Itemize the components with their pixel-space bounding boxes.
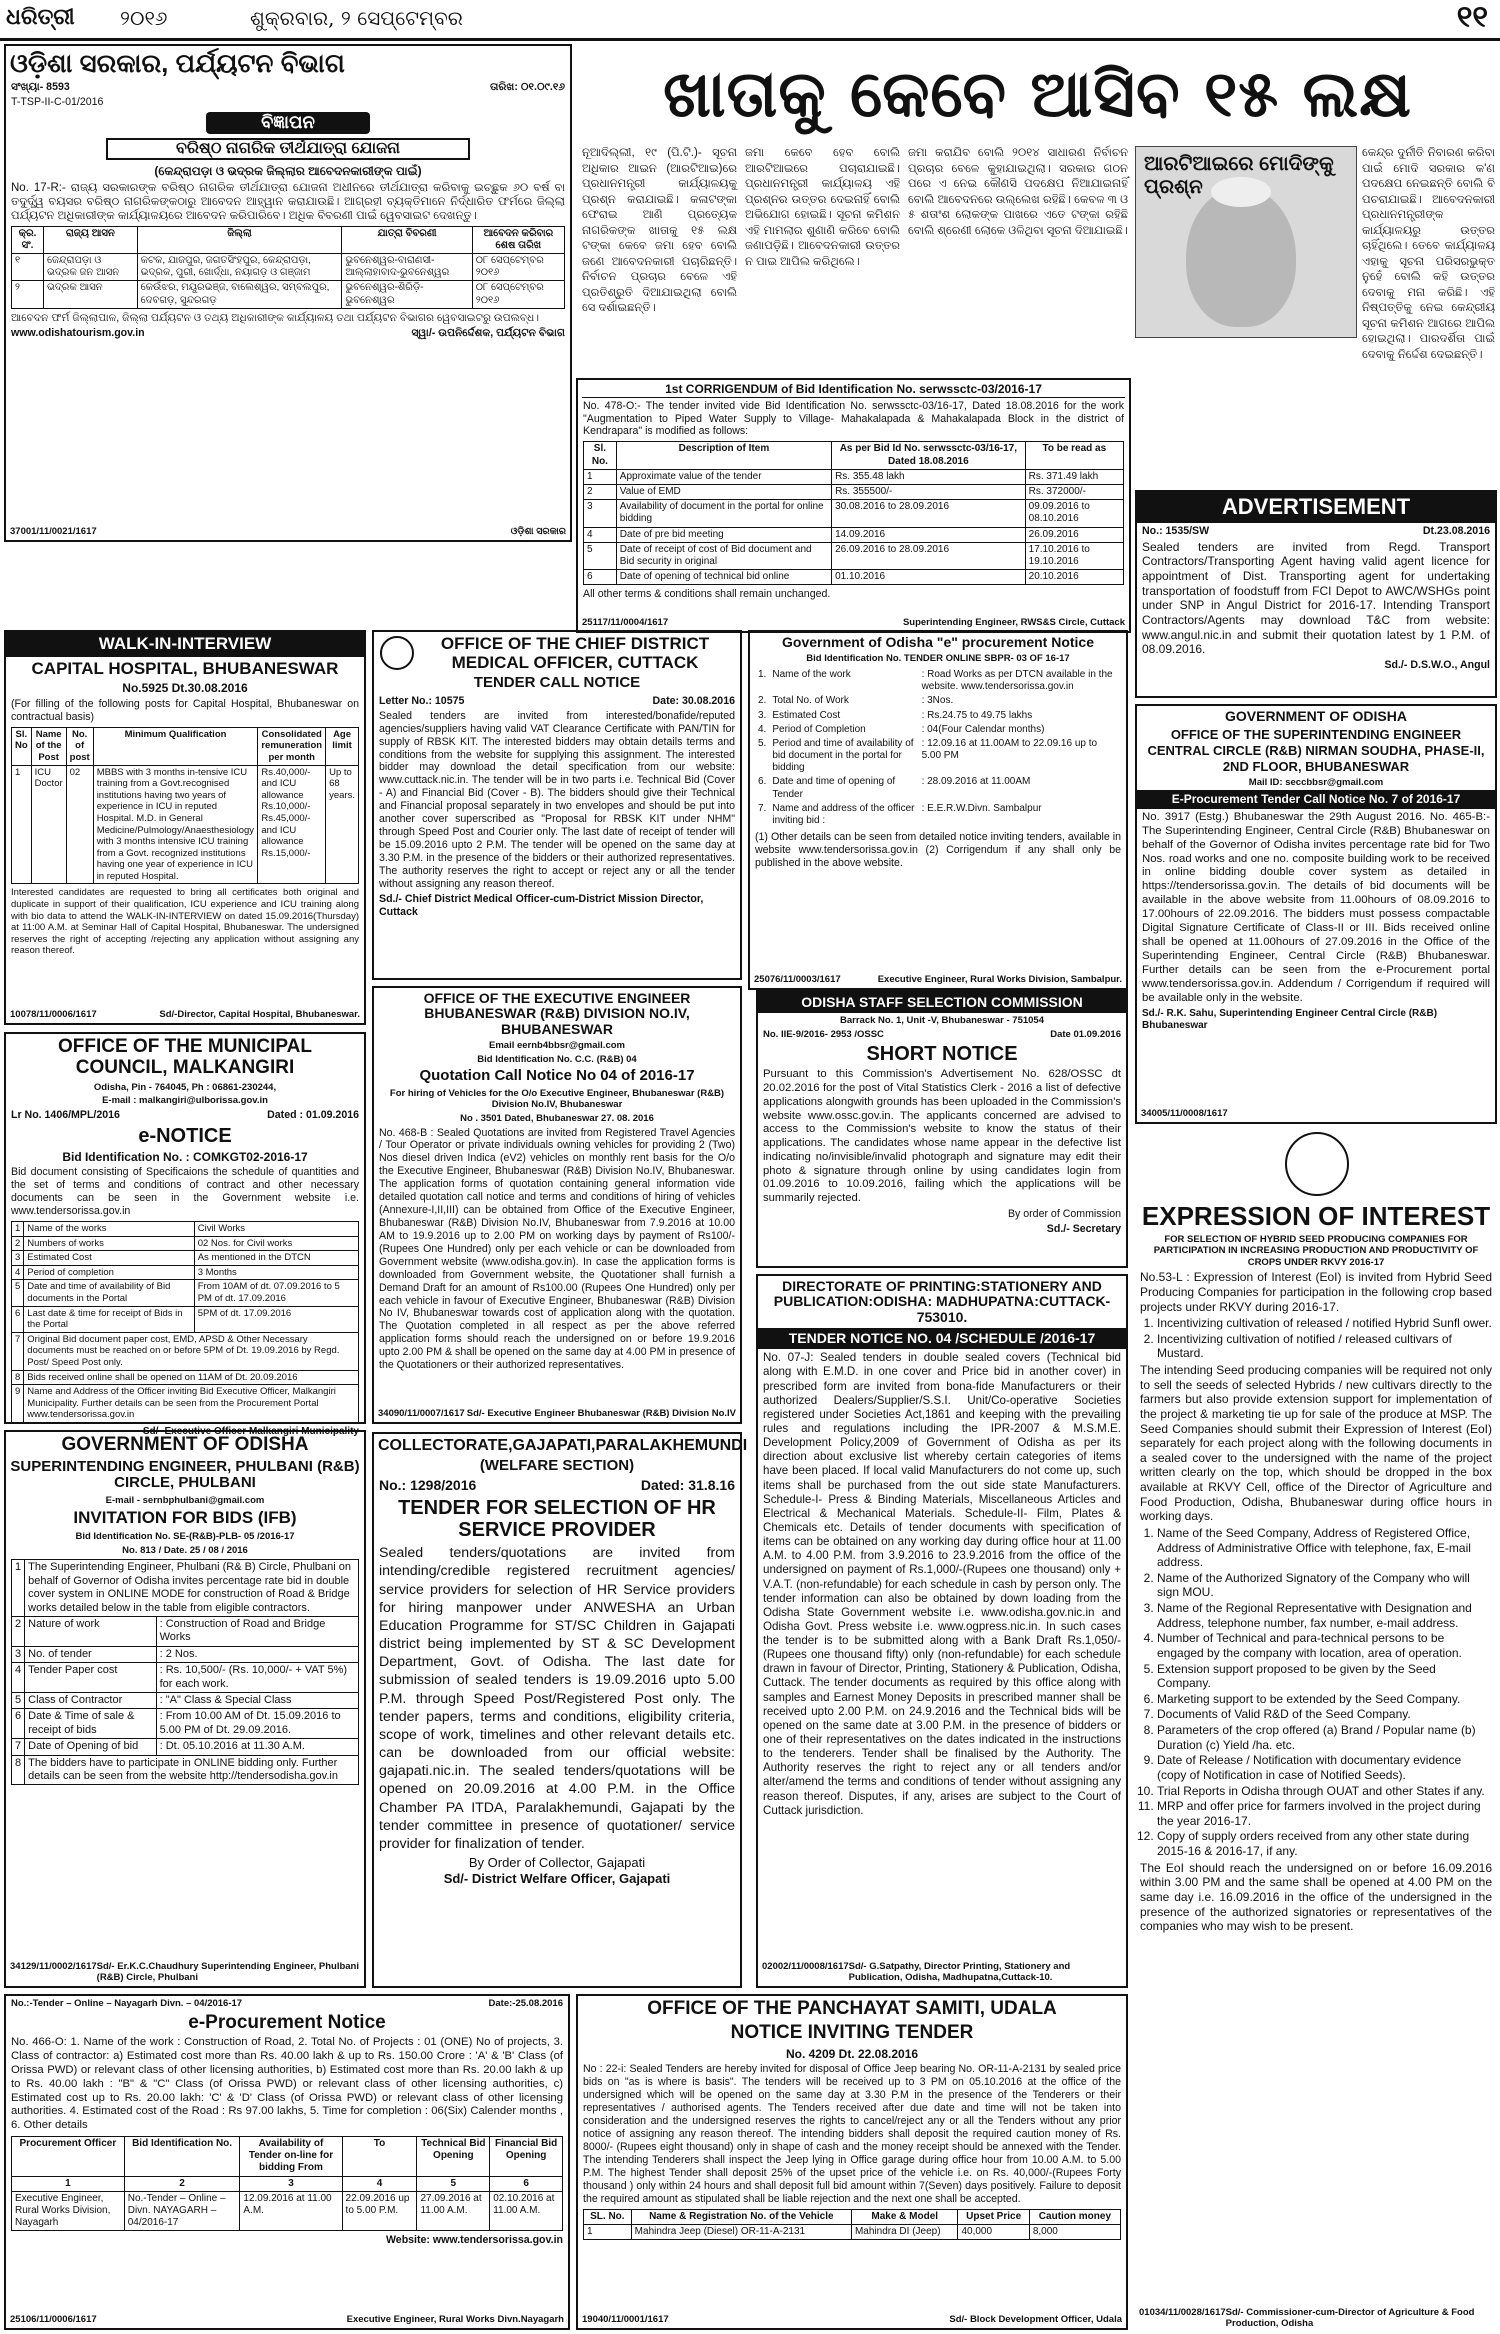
malkangiri-title: OFFICE OF THE MUNICIPAL COUNCIL, MALKANGIRI [57, 1036, 313, 1078]
table-row: 5 Date and time of availability of Bid documents in the Portal From 10AM of dt. 07.09.2016 to 5 PM of dt. 17.09.2016 [12, 1280, 359, 1306]
tourism-sign: ସ୍ୱା/- ଉପନିର୍ଦ୍ଦେଶକ, ପର୍ଯ୍ୟଟନ ବିଭାଗ [411, 326, 565, 339]
paper-name: ଧରିତ୍ରୀ [6, 4, 75, 30]
ossc-short-notice: ODISHA STAFF SELECTION COMMISSION Barrack No. 1, Unit -V, Bhubaneswar - 751054 No. IIE-9/2016- 2953 /OSSC Date 01.09.2016 SHORT NOTICE Pursuant to this Commission's Advertisement No. 628/OSSC dt 20.02.2016 for the post of Vital Statistics Clerk - 2016 a list of defective applications alongwith grounds has been uploaded in the Commission's website www.ossc.gov.in. The applicants concerned are advised to access to the Commission's website to know the status of their applications. The candidates whose name appear in the defective list indicating no/invisible/invalid photograph and signature may edit their photo & signature through online by using candidates login from 01.09.2016 to 10.09.2016, failing which the applications will be summarily rejected. By order of Commission Sd./- Secretary [756, 990, 1128, 1268]
cdmo-body: Sealed tenders are invited from interested/bonafide/reputed agencies/suppliers having valid VAT Clearance Certificate with PAN/TIN for supply of RBSK KIT. The interested bidders may obtain details terms and conditions from the website for supplying this assignment. The interested bidder may download the detail specification from our website: www.cuttack.nic.in. The tender will be in two parts i.e. Technical Bid (Cover - A) and Financial Bid (Cover - B). The bidders should give their Technical and Financial proposal separately in two envelopes and should be put into another cover superscribed as "Proposal for RBSK KIT under NHM" through Speed Post and Courier only. The last date of receipt of tender will be 15.09.2016 upto 2 P.M. The tender will be opened on the same day at 3.30 P.M. in the presence of the bidders or their authorized representatives. The authority reserves the right to accept or reject any or all the tender without assigning any reason thereof. [379, 709, 735, 890]
list-item: 8. Parameters of the crop offered (a) Brand / Popular name (b) Duration (c) Yield /ha. etc. [1157, 1723, 1492, 1752]
nayagarh-eprocurement-ad: No.:-Tender – Online – Nayagarh Divn. – 04/2016-17 Date:-25.08.2016 e-Procurement Notice No. 466-O: 1. Name of the work : Construction of Road, 2. Total No. of Projects : 01 (ONE) No of projects, 3. Class of contractor: a) Estimated cost more than Rs. 40.00 lakh & up to Rs. 150.00 Crore : 'A' & 'B' Class (of Orissa PWD) or relevant class of other licensing authorities, b) Estimated cost more than Rs. 20.00 lakh & up to Rs. 40.00 lakh : "B" & "C" Class (of Orissa PWD) or relevant class of other licensing authorities, c) Estimated cost up to Rs. 20.00 lakh: 'C' & 'D' Class (of Orissa PWD) or relevant class of other licensing authorities. 4. Estimated cost of the Road : Rs 97.00 lakhs, 5. Time for completion : 06(Six) Calender months , 6. Other details Procurement Officer Bid Identification No. Availability of Tender on-line for bidding From To Technical Bid Opening Financial Bid Opening 1 2 3 4 5 6 Executive Engineer, Rural Works Division, Nayagarh No.-Tender – Online – Divn. NAYAGARH – 04/2016-17 12.09.2016 at 11.00 A.M. 22.09.2016 up to 5.00 P.M. 27.09.2016 at 11.00 A.M. 02.10.2016 at 11.00 A.M. Website: www.tendersorissa.gov.in 25106/11/0006/1617 Executive Engineer, Rural Works Divn.Nayagarh [4, 1994, 570, 2330]
govt-emblem-icon [380, 636, 414, 670]
list-item: 7. Documents of Valid R&D of the Seed Company. [1157, 1707, 1492, 1722]
tourism-note: ଆବେଦନ ଫର୍ମ ଜିଲ୍ଲାପାଳ, ଜିଲ୍ଲା ପର୍ଯ୍ୟଟନ ଓ ତଥ୍ୟ ଅଧିକାରୀଙ୍କ କାର୍ଯ୍ୟାଳୟ ତଥା ପର୍ଯ୍ୟଟନ ବିଭାଗର ୱେବସାଇଟରୁ ଉପଲବ୍ଧ। [11, 311, 540, 324]
tourism-ad [4, 44, 572, 542]
rnb-central-title: OFFICE OF THE SUPERINTENDING ENGINEER CENTRAL CIRCLE (R&B) NIRMAN SOUDHA, PHASE-II, 2ND FLOOR, BHUBANESWAR [1147, 727, 1485, 774]
table-row: 4 Period of completion 3 Months [12, 1265, 359, 1280]
ad-code: 02002/11/0008/1617 [762, 1960, 849, 1972]
table-row: 2 Nature of work : Construction of Road and Bridge Works [12, 1616, 359, 1646]
phulbani-table [11, 1559, 359, 1785]
list-item: 5. Extension support proposed to be given by the Seed Company. [1157, 1662, 1492, 1691]
gajapati-body: Sealed tenders/quotations are invited from intending/credible registered recruitment agencies/ service providers for selection of HR Service providers for hiring manpower under ANWESHA an Urban Education Programme for ST/SC Children in Gajapati district being implemented by ST & SC Development Department, Govt. of Odisha. The last date for submission of sealed tenders is 19.09.2016 upto 5.00 P.M. through Speed Post/Registered Post only. The tender papers, terms and conditions, eligibility criteria, scope of work, timelines and other relevant details etc. can be downloaded from our official website: gajapati.nic.in. The sealed tenders/quotations will be opened on 20.09.2016 at 4.00 P.M. in the Office Chamber PA ITDA, Paralakhemundi, Gajapati by the tender committee in presence of quotationer/ service provider for finalization of tender. [379, 1545, 735, 1852]
ad-code: 34090/11/0007/1617 [378, 1408, 465, 1420]
story-col2: ଜମା କେବେ ହେବ ବୋଲି ଆରଟିଆଇରେ ପଚାରାଯାଇଛି। ପ୍ରଧାନମନ୍ତ୍ରୀ କାର୍ଯ୍ୟାଳୟ ଏହି ପ୍ରଶ୍ନର ଉତ୍ତର ଦେଇନାହିଁ ବୋଲି ଅଭିଯୋଗ ହୋଇଛି। ସୂଚନା କମିଶନ ଏହି ମାମଲାର ଶୁଣାଣି କରିବେ ବୋଲି ଜଣାପଡ଼ିଛି। ଆବେଦନକାରୀ ଉତ୍ତର ନ ପାଇ ଆପିଲ କରିଥିଲେ। [745, 147, 900, 268]
table-row: 1. Name of the work : Road Works as per DTCN available in the website. www.tendersorissa.gov.in [758, 668, 1113, 693]
table-row: 7. Name and address of the officer inviting bid : : E.E.R.W.Divn. Sambalpur [758, 802, 1042, 827]
tourism-website[interactable]: www.odishatourism.gov.in [11, 326, 145, 339]
ad-code: 19040/11/0001/1617 [582, 2314, 669, 2326]
table-row: 3 Availability of document in the portal for online bidding 30.08.2016 to 28.09.2016 09.09.2016 to 08.10.2016 [584, 500, 1124, 527]
udala-sign: Sd/- Block Development Officer, Udala [949, 2314, 1122, 2326]
sbpr-notes: (1) Other details can be seen from detailed notice inviting tenders, available in website www.tendersorissa.gov.in (2) Corrigendum if any shall only be published in the above website. [755, 831, 1121, 870]
table-row: 4 Tender Paper cost : Rs. 10,500/- (Rs. 10,000/- + VAT 5%) for each work. [12, 1663, 359, 1693]
rwss-table: Sl. No. Description of Item As per Bid Id No. serwssctc-03/16-17, Dated 18.08.2016 To be read as 1 Approximate value of the tender Rs. 355.48 lakh Rs. 371.49 lakh 2 Value of EMD Rs. 355500/- Rs. 372000/- 3 Availability of document in the portal for online bidding 30.08.2016 to 28.09.2016 09.09.2016 to 08.10.2016 4 Date of pre bid meeting 14.09.2016 26.09.2016 5 Date of receipt of cost of Bid document and Bid security in original 26.09.2016 to 28.09.2016 17.10.2016 to 19.10.2016 6 Date of opening of technical bid online 01.10.2016 20.10.2016 [583, 441, 1124, 585]
ad-code: 25106/11/0006/1617 [10, 2314, 97, 2326]
capital-hospital-ad: WALK-IN-INTERVIEW CAPITAL HOSPITAL, BHUBANESWAR No.5925 Dt.30.08.2016 (For filling of the following posts for Capital Hospital, Bhubaneswar on contractual basis) Sl. No Name of the Post No. of post Minimum Qualification Consolidated remuneration per month Age limit 1 ICU Doctor 02 MBBS with 3 months in-tensive ICU training from a Govt.recognised institutions having two years of experience in ICU in reputed Hospital. M.D. in General Medicine/Pulmology/Anaesthesiology with 3 months intensive ICU training from a Govt. recognized institutions having one year of experience in ICU in reputed Hospital. Rs.40,000/- and ICU allowance Rs.10,000/- Rs.45,000/- and ICU allowance Rs.15,000/- Up to 68 years. Interested candidates are requested to bring all certificates both original and duplicate in support of their qualification, ICU experience and ICU training along with bio data to attend the WALK-IN-INTERVIEW on dated 15.09.2016(Thursday) at 11:00 A.M. at Seminar Hall of Capital Hospital, Bhubaneswar. The undersigned reserves the right of accepting /rejecting any application without assigning any reason thereof. 10078/11/0006/1617 Sd/-Director, Capital Hospital, Bhubaneswar. [4, 630, 366, 1025]
table-row: 2 Numbers of works 02 Nos. for Civil works [12, 1236, 359, 1251]
udala-tender-ad: OFFICE OF THE PANCHAYAT SAMITI, UDALA NOTICE INVITING TENDER No. 4209 Dt. 22.08.2016 No : 22-i: Sealed Tenders are hereby invited for disposal of Office Jeep bearing No. OR-11-A-2131 by sealed price bids on "as is where is basis". The tenders will be received up to 3 PM on 05.10.2016 at the office of the undersigned which will be opened on the same day at 3.30 P.M in the presence of the Tenderers or their representatives / authorised agents. The Tenders received after due date and time will not be taken into consideration and the undersigned reserves the rights to cancel/reject any or all the Tenders without any prior notice of assigning any reason thereof. The intending bidders shall deposit the required caution money of Rs. 8000/- (Rupees eight thousand) only in shape of cash and the money receipt should be annexed with the Tender. The intending Tenderers shall inspect the Jeep lying in Office garage during office hour from 10.00 A.M. to 5.00 P.M. The highest Tender shall deposit 25% of the upset price of the vehicle i.e. on Rs. 40,000/-(Rupees Forty thousand ) only within 24 hours and shall deposit full bid amount within 7(Seven) days positively. Failure to deposit the required amount as stipulated shall be liable rejection and the next one shall be accepted. SL. No. Name & Registration No. of the Vehicle Make & Model Upset Price Caution money 1 Mahindra Jeep (Diesel) OR-11-A-2131 Mahindra DI (Jeep) 40,000 8,000 19040/11/0001/1617 Sd/- Block Development Officer, Udala [576, 1994, 1128, 2330]
table-row: 5. Period and time of availability of bid document in the portal for bidding : 12.09.16 at 11.00AM to 22.09.16 up to 5.00 PM [758, 737, 1098, 774]
phulbani-title: SUPERINTENDING ENGINEER, PHULBANI (R&B) CIRCLE, PHULBANI [10, 1457, 360, 1492]
rwss-title: 1st CORRIGENDUM of Bid Identification No. serwssctc-03/2016-17 [582, 382, 1125, 398]
masthead-year: ୨୦୧୬ [120, 6, 168, 30]
table-row: 7 Date of Opening of bid : Dt. 05.10.2016 at 11.30 A.M. [12, 1739, 359, 1755]
malkangiri-sign: Sd/- Executive Officer Malkangiri Municipality [142, 1425, 359, 1437]
angul-body: Sealed tenders are invited from Regd. Transport Contractors/Transporting Agent having valid agent licence for appointment of Dist. Transporting agent for undertaking transportation of foodstuff from FCI Depot to AWC/WSHGs point under SNP in Angul District for 2016-17. Intending Transport Contractors/Agents may download T&C from website: www.angul.nic.in and submit their quotation latest by 1 P.M. of 08.09.2016. [1142, 539, 1490, 657]
ad-code: 37001/11/0021/1617 [10, 526, 97, 538]
cdmo-sign: Sd./- Chief District Medical Officer-cum-District Mission Director, Cuttack [379, 892, 704, 918]
rnb-bbsr-div4-ad: OFFICE OF THE EXECUTIVE ENGINEER BHUBANESWAR (R&B) DIVISION NO.IV, BHUBANESWAR Email eernb4bbsr@gmail.com Bid Identification No. C.C. (R&B) 04 Quotation Call Notice No 04 of 2016-17 For hiring of Vehicles for the O/o Executive Engineer, Bhubaneswar (R&B) Division No.IV, Bhubaneswar No . 3501 Dated, Bhubaneswar 27. 08. 2016 No. 468-B : Sealed Quotations are invited from Registered Travel Agencies / Tour Operator or private individuals owning vehicles for providing 2 (Two) Nos diesel driven Indica (eV2) vehicles on monthly rent basis for the O/o the Executive Engineer, Bhubaneswar (R&B) Division No.IV, Bhubaneswar. The application forms of quotation containing general information vide detailed quotation call notice and terms and conditions of hiring of vehicles (Annexure-I,II,III) can be obtained from Office of the Executive Engineer, Bhubaneswar (R&B) Division No.IV, Bhubaneswar from 7.9.2016 at 10.00 AM to 19.9.2016 up to 2.00 PM on working days by payment of Rs100/- (Rupees One Hundred) only per each vehicle or can be downloaded from Government website (www.odisha.gov.in). In case the application forms is downloaded from Government website, the Quotationer shall furnish a Demand Draft for an amount of Rs100.00 (Rupees One Hundred) only per each vehicle in favour of Executive Engineer, Bhubaneswar (R&B) Division No IV, Bhubaneswar towards cost of application along with the quotation. The Quotation completed in all respect as per the above referred application forms should reach the undersigned on or before 19.9.2016 upto 2.00 PM & shall be opened on the same day at 4.00 PM in presence of the Quotationers or their authorized representatives. 34090/11/0007/1617 Sd/- Executive Engineer Bhubaneswar (R&B) Division No.IV [372, 986, 742, 1424]
rnb-bbsr4-body: No. 468-B : Sealed Quotations are invited from Registered Travel Agencies / Tour Operator or private individuals owning vehicles for providing 2 (Two) Nos diesel driven Indica (eV2) vehicles on monthly rent basis for the O/o the Executive Engineer, Bhubaneswar (R&B) Division No.IV, Bhubaneswar. The application forms of quotation containing general information vide detailed quotation call notice and terms and conditions of hiring of vehicles (Annexure-I,II,III) can be obtained from Office of the Executive Engineer, Bhubaneswar (R&B) Division No.IV, Bhubaneswar from 7.9.2016 at 10.00 AM to 19.9.2016 up to 2.00 PM on working days by payment of Rs100/- (Rupees One Hundred) only per each vehicle or can be downloaded from Government website (www.odisha.gov.in). In case the application forms is downloaded from Government website, the Quotationer shall furnish a Demand Draft for an amount of Rs100.00 (Rupees One Hundred) only per each vehicle in favour of Executive Engineer, Bhubaneswar (R&B) Division No IV, Bhubaneswar towards cost of application along with the quotation. The Quotation completed in all respect as per the above referred application forms should reach the undersigned on or before 19.9.2016 upto 2.00 PM & shall be opened on the same day at 4.00 PM in presence of the Quotationers or their authorized representatives. [379, 1126, 735, 1372]
list-item: 9. Date of Release / Notification with documentary evidence (copy of Notification in case of Notified Seeds). [1157, 1753, 1492, 1782]
cdmo-cuttack-ad: OFFICE OF THE CHIEF DISTRICT MEDICAL OFFICER, CUTTACK TENDER CALL NOTICE Letter No.: 10575 Date: 30.08.2016 Sealed tenders are invited from interested/bonafide/reputed agencies/suppliers having valid VAT Clearance Certificate with PAN/TIN for supply of RBSK KIT. The interested bidders may obtain details terms and conditions from the website for supplying this assignment. The interested bidder may download the detail specification from our website: www.cuttack.nic.in. The tender will be in two parts i.e. Technical Bid (Cover - A) and Financial Bid (Cover - B). The bidders should give their Technical and Financial proposal separately in two envelopes and should be put into another cover superscribed as "Proposal for RBSK KIT under NHM" through Speed Post and Courier only. The last date of receipt of tender will be 15.09.2016 upto 2 P.M. The tender will be opened on the same day at 3.30 P.M. in the presence of the bidders or their authorized representatives. The authority reserves the right to accept or reject any or all the tender without assigning any reason thereof. Sd./- Chief District Medical Officer-cum-District Mission Director, Cuttack [372, 630, 742, 980]
table-row: 7 Original Bid document paper cost, EMD, APSD & Other Necessary documents must be reached on or before 5PM of Dt. 19.09.2016 by Regd. Post/ Speed Post only. [12, 1332, 359, 1370]
list-item: 12. Copy of supply orders received from any other state during 2015-16 & 2016-17, if any. [1157, 1829, 1492, 1858]
malkangiri-enotice-ad: OFFICE OF THE MUNICIPAL COUNCIL, MALKANGIRI Odisha, Pin - 764045, Ph : 06861-230244, E-mail : malkangiri@ulborissa.gov.in Lr No. 1406/MPL/2016 Dated : 01.09.2016 e-NOTICE Bid Identification No. : COMKGT02-2016-17 Bid document consisting of Specificaions the schedule of quantities and the set of terms and conditions of contract and other necessary documents can be seen in the Government website i.e. www.tendersorissa.gov.in 1 Name of the works Civil Works 2 Numbers of works 02 Nos. for Civil works 3 Estimated Cost As mentioned in the DTCN 4 Period of completion 3 Months 5 Date and time of availability of Bid documents in the Portal From 10AM of dt. 07.09.2016 to 5 PM of dt. 17.09.2016 6 Last date & time for receipt of Bids in the Portal 5PM of dt. 17.09.2016 7 Original Bid document paper cost, EMD, APSD & Other Necessary documents must be reached on or before 5PM of Dt. 19.09.2016 by Regd. Post/ Speed Post only. 8 Bids received online shall be opened on 11AM of Dt. 20.09.2016 9 Name and Address of the Officer inviting Bid Executive Officer, Malkangiri Municipality. Further details can be seen from the Procurement Portal www.tendersorissa.gov.in Sd/- Executive Officer Malkangiri Municipality [4, 1032, 366, 1424]
table-row: 1 ICU Doctor 02 MBBS with 3 months in-tensive ICU training from a Govt.recognised institutions having two years of experience in ICU in reputed Hospital. M.D. in General Medicine/Pulmology/Anaesthesiology with 3 months intensive ICU training from a Govt. recognized institutions having one year of experience in ICU in reputed Hospital. Rs.40,000/- and ICU allowance Rs.10,000/- Rs.45,000/- and ICU allowance Rs.15,000/- Up to 68 years. [12, 765, 359, 884]
table-row: 5 Class of Contractor : "A" Class & Special Class [12, 1692, 359, 1708]
gajapati-sign: Sd/- District Welfare Officer, Gajapati [443, 1870, 671, 1886]
eoi-document-list [1157, 1526, 1492, 1859]
sbpr-details [755, 668, 1121, 828]
ad-code: 25076/11/0003/1617 [754, 974, 841, 986]
malkangiri-table [11, 1221, 359, 1423]
table-row: 9 Name and Address of the Officer inviting Bid Executive Officer, Malkangiri Municipality. Further details can be seen from the Procurement Portal www.tendersorissa.gov.in [12, 1385, 359, 1423]
table-row: 4 Date of pre bid meeting 14.09.2016 26.09.2016 [584, 527, 1124, 542]
table-row: 8 The bidders have to participate in ONLINE bidding only. Further details can be seen from the website http://tendersodisha.gov.in [12, 1755, 359, 1785]
capital-body: Interested candidates are requested to bring all certificates both original and duplicate in support of their qualification, ICU experience and ICU training along with bio data to attend the WALK-IN-INTERVIEW on dated 15.09.2016(Thursday) at 11:00 A.M. at Seminar Hall of Capital Hospital, Bhubaneswar. The undersigned reserves the right of accepting /rejecting any application without assigning any reason thereof. [11, 887, 359, 957]
table-row: 1 Mahindra Jeep (Diesel) OR-11-A-2131 Mahindra DI (Jeep) 40,000 8,000 [584, 2224, 1121, 2239]
rnb-bbsr4-title: OFFICE OF THE EXECUTIVE ENGINEER BHUBANESWAR (R&B) DIVISION NO.IV, BHUBANESWAR [423, 990, 691, 1037]
nayagarh-body: No. 466-O: 1. Name of the work : Construction of Road, 2. Total No. of Projects : 01 (ONE) No of projects, 3. Class of contractor: a) Estimated cost more than Rs. 40.00 lakh & up to Rs. 150.00 Crore : 'A' & 'B' Class (of Orissa PWD) or relevant class of other licensing authorities, b) Estimated cost more than Rs. 20.00 lakh & up to Rs. 40.00 lakh : "B" & "C" Class (of Orissa PWD) or relevant class of other licensing authorities, c) Estimated cost up to Rs. 20.00 lakh: 'C' & 'D' Class (of Orissa PWD) or relevant class of other licensing authorities. 4. Estimated cost of the Road : Rs 97.00 lakhs, 5. Time for completion : 06(Six) Calender months , 6. Other details [11, 2036, 563, 2132]
list-item: 6. Marketing support to be extended by the Seed Company. [1157, 1692, 1492, 1707]
sbpr-sign: Executive Engineer, Rural Works Division, Sambalpur. [877, 974, 1122, 986]
tourism-subtitle2: (କେନ୍ଦ୍ରାପଡ଼ା ଓ ଭଦ୍ରକ ଜିଲ୍ଲାର ଆବେଦନକାରୀଙ୍କ ପାଇଁ) [154, 163, 422, 178]
cdmo-title: OFFICE OF THE CHIEF DISTRICT MEDICAL OFFICER, CUTTACK [440, 634, 710, 672]
phulbani-ifb-ad: GOVERNMENT OF ODISHA SUPERINTENDING ENGINEER, PHULBANI (R&B) CIRCLE, PHULBANI E-mail - sernbphulbani@gmail.com INVITATION FOR BIDS (IFB) Bid Identification No. SE-(R&B)-PLB- 05 /2016-17 No. 813 / Date. 25 / 08 / 2016 1 The Superintending Engineer, Phulbani (R& B) Circle, Phulbani on behalf of Governor of Odisha invites percentage rate bid in double cover system in ONLINE MODE for construction of Road & Bridge works detailed below in the table from eligible contractors. 2 Nature of work : Construction of Road and Bridge Works 3 No. of tender : 2 Nos. 4 Tender Paper cost : Rs. 10,500/- (Rs. 10,000/- + VAT 5%) for each work. 5 Class of Contractor : "A" Class & Special Class 6 Date & Time of sale & receipt of bids : From 10.00 AM of Dt. 15.09.2016 to 5.00 PM of Dt. 29.09.2016. 7 Date of Opening of bid : Dt. 05.10.2016 at 11.30 A.M. 8 The bidders have to participate in ONLINE bidding only. Further details can be seen from the website http://tendersodisha.gov.in 34129/11/0002/1617 Sd/- Er.K.C.Chaudhury Superintending Engineer, Phulbani (R&B) Circle, Phulbani [4, 1430, 366, 1988]
table-row: Executive Engineer, Rural Works Division, Nayagarh No.-Tender – Online – Divn. NAYAGARH – 04/2016-17 12.09.2016 at 11.00 A.M. 22.09.2016 up to 5.00 P.M. 27.09.2016 at 11.00 A.M. 02.10.2016 at 11.00 A.M. [12, 2191, 563, 2231]
story-col3: ଜମା କରାଯିବ ବୋଲି ୨୦୧୪ ସାଧାରଣ ନିର୍ବାଚନ ପ୍ରଚାର ବେଳେ କୁହାଯାଇଥିଲା। ସରକାର ଗଠନ ପରେ ଏ ନେଇ କୌଣସି ପଦକ୍ଷେପ ନିଆଯାଇନାହିଁ ବୋଲି ଆବେଦନରେ ଉଲ୍ଲେଖ ରହିଛି। କେବଳ ୩ ଓ ୫ ଶତାଂଶ ଲୋକଙ୍କ ପାଖରେ ଏତେ ଟଙ୍କା ରହିଛି ବୋଲି ଶ୍ରେଣୀ ଲୋକେ ଓଳିଥିବା ସୂଚନା ଦିଆଯାଇଛି। [908, 147, 1128, 237]
list-item: 4. Number of Technical and para-technical persons to be engaged by the company with location, area of operation. [1157, 1631, 1492, 1660]
udala-title: OFFICE OF THE PANCHAYAT SAMITI, UDALA [647, 1998, 1057, 2019]
masthead-date: ଶୁକ୍ରବାର, ୨ ସେପ୍ଟେମ୍ବର [250, 6, 463, 30]
list-item: 10. Trial Reports in Odisha through OUAT and other States if any. [1157, 1784, 1492, 1799]
angul-banner: ADVERTISEMENT [1137, 492, 1495, 523]
tourism-subtitle: ବରିଷ୍ଠ ନାଗରିକ ତୀର୍ଥଯାତ୍ରା ଯୋଜନା [106, 138, 470, 160]
rnb-central-sign: Sd./- R.K. Sahu, Superintending Engineer Central Circle (R&B) Bhubaneswar [1142, 1007, 1438, 1031]
table-row: ୧ ଜେନ୍ଦ୍ରାପଡ଼ା ଓ ଭଦ୍ରକ ଜନ ଆସନ କଟକ, ଯାଜପୁର, ଜଗତସିଂହପୁର, କେନ୍ଦ୍ରାପଡ଼ା, ଭଦ୍ରକ, ପୁରୀ, ଖୋର୍ଦ୍ଧା, ନୟାଗଡ଼ ଓ ଗଞ୍ଜାମ ଭୁବନେଶ୍ୱର-ବାରାଣସୀ-ଆଲ୍ଲାହାବାଦ-ଭୁବନେଶ୍ୱର ୦୮ ସେପ୍ଟେମ୍ବର ୨୦୧୬ [12, 254, 565, 281]
table-row: 2. Total No. of Work : 3Nos. [758, 695, 954, 707]
table-row: 2 Value of EMD Rs. 355500/- Rs. 372000/- [584, 484, 1124, 499]
printing-body: No. 07-J: Sealed tenders in double sealed covers (Technical bid along with E.M.D. in one cover and Price bid in another cover) in prescribed form are invited from bona-fide Manufacturers or their authorized Dealers/Supplier/S.S.I. Unit/Co-operative Societies registered under Societies Act,1861 and keeping with the prevailing rules and regulations including the IPR-2007 & M.S.M.E. Development Policy,2009 of Government of Odisha as per its direction about exclusive list whereby certain categories of items have been placed. If local valid Manufacturers do not come up, such items shall be purchased from the out side state Manufacturers. Schedule-I- Press & Binding Materials, Miscellaneous Articles and Electrical & Mechanical Materials. Schedule-II- Film, Plates & Chemicals etc. Details of tender documents with specification of items can be obtained on any working day during office hour at 11.00 A.M. to 4.00 P.M. from 3.9.2016 to 23.9.2016 from the office of the undersigned on payment of Rs.1,000/-(Rupees one thousand) only + V.A.T. (non-refundable) for each schedule in cash by person only. The tender information can also be obtained by down loading from the Odisha State Government website i.e. www.odisha.gov.nic.in and Odisha Govt. Press website i.e. www.ogpress.nic.in. In such cases the tender is to be submitted along with a Bank Draft Rs.1,050/- (Rupees one thousand fifty) only (non-refundable) for each schedule drawn in favour of Director, Printing, Stationery & Publication, Odisha, Cuttack. The tender documents as required by this office along with samples and Earnest Money Deposits in prescribed manner shall be received upto 2.00 P.M. on 24.9.2016 and the Technical bids will be opened on the same date at 3.00 P.M. in the presence of bidders or one of their representatives on the dates indicated in the instructions to the tenderers. Tender shall be finalised by the Authority. The Authority reserves the right to reject any or all tenders and/or alter/amend the terms and conditions of tender without assigning any reason thereof. Disputes, if any, arises are subject to the Court of Cuttack jurisdiction. [763, 1351, 1121, 1817]
table-row: 6 Date & Time of sale & receipt of bids : From 10.00 AM of Dt. 15.09.2016 to 5.00 PM of Dt. 29.09.2016. [12, 1709, 359, 1739]
capital-sign: Sd/-Director, Capital Hospital, Bhubaneswar. [159, 1009, 360, 1021]
rwss-corrigendum [576, 378, 1131, 633]
table-row: 1 Name of the works Civil Works [12, 1222, 359, 1237]
table-row: 5 Date of receipt of cost of Bid document and Bid security in original 26.09.2016 to 28.09.2016 17.10.2016 to 19.10.2016 [584, 542, 1124, 569]
table-row: 8 Bids received online shall be opened on 11AM of Dt. 20.09.2016 [12, 1370, 359, 1385]
tourism-table: କ୍ର. ସଂ. ରାଜ୍ୟ ଆସନ ଜିଲ୍ଲା ଯାତ୍ରା ବିବରଣୀ ଆବେଦନ କରିବାର ଶେଷ ତାରିଖ ୧ ଜେନ୍ଦ୍ରାପଡ଼ା ଓ ଭଦ୍ରକ ଜନ ଆସନ କଟକ, ଯାଜପୁର, ଜଗତସିଂହପୁର, କେନ୍ଦ୍ରାପଡ଼ା, ଭଦ୍ରକ, ପୁରୀ, ଖୋର୍ଦ୍ଧା, ନୟାଗଡ଼ ଓ ଗଞ୍ଜାମ ଭୁବନେଶ୍ୱର-ବାରାଣସୀ-ଆଲ୍ଲାହାବାଦ-ଭୁବନେଶ୍ୱର ୦୮ ସେପ୍ଟେମ୍ବର ୨୦୧୬ ୨ ଭଦ୍ରକ ଆସନ କେଉଁଝର, ମୟୂରଭଞ୍ଜ, ବାଲେଶ୍ୱର, ସମ୍ବଲପୁର, ଦେବଗଡ଼, ସୁନ୍ଦରଗଡ଼ ଭୁବନେଶ୍ୱର-ଶିରିଡ଼ି-ଭୁବନେଶ୍ୱର ୦୮ ସେପ୍ଟେମ୍ବର ୨୦୧୬ [11, 226, 565, 309]
page-number: ୧୧ [1456, 0, 1488, 35]
rwss-note: All other terms & conditions shall remain unchanged. [583, 588, 831, 601]
nayagarh-website[interactable]: Website: www.tendersorissa.gov.in [386, 2234, 563, 2247]
rwss-sign: Superintending Engineer, RWS&S Circle, Cuttack [902, 617, 1125, 629]
ad-code: 34129/11/0002/1617 [10, 1960, 97, 1972]
cdmo-subtitle: TENDER CALL NOTICE [473, 674, 641, 692]
story-col5: କେନ୍ଦ୍ର ଦୁର୍ନୀତି ନିବାରଣ କରିବା ପାଇଁ ମୋଦି ସରକାର କ'ଣ ପଦକ୍ଷେପ ନେଇଛନ୍ତି ବୋଲି ବି ପଚରାଯାଇଛି। ଆବେଦନକାରୀ ପ୍ରଧାନମନ୍ତ୍ରୀଙ୍କ କାର୍ଯ୍ୟାଳୟରୁ ଉତ୍ତର ଚାହିଁଥିଲେ। ତେବେ କାର୍ଯ୍ୟାଳୟ ଏହାକୁ ସୂଚନା ପରିସରଭୁକ୍ତ ନୁହେଁ ବୋଲି କହି ଉତ୍ତର ଦେବାକୁ ମନା କରିଛି। ଏହି ନିଷ୍ପତ୍ତିକୁ ନେଇ କେନ୍ଦ୍ରୀୟ ସୂଚନା କମିଶନ ଆଗରେ ଆପିଲ ହୋଇଥିଲା। ପାରଦର୍ଶିତା ପାଇଁ ଦେବାକୁ ନିର୍ଦ୍ଦେଶ ଦେଇଛନ୍ତି। [1362, 147, 1495, 361]
sbpr-eprocurement-ad: Government of Odisha "e" procurement Notice Bid Identification No. TENDER ONLINE SBPR- 03 OF 16-17 1. Name of the work : Road Works as per DTCN available in the website. www.tendersorissa.gov.in 2. Total No. of Work : 3Nos. 3. Estimated Cost : Rs.24.75 to 49.75 lakhs 4. Period of Completion : 04(Four Calendar months) 5. Period and time of availability of bid document in the portal for bidding : 12.09.16 at 11.00AM to 22.09.16 up to 5.00 PM 6. Date and time of opening of Tender : 28.09.2016 at 11.00AM 7. Name and address of the officer inviting bid : : E.E.R.W.Divn. Sambalpur (1) Other details can be seen from detailed notice inviting tenders, available in website www.tendersorissa.gov.in (2) Corrigendum if any shall only be published in the above website. 25076/11/0003/1617 Executive Engineer, Rural Works Division, Sambalpur. [748, 630, 1128, 990]
ossc-title: ODISHA STAFF SELECTION COMMISSION [758, 992, 1126, 1013]
portrait-image [1186, 187, 1296, 327]
list-item: 3. Name of the Regional Representative with Designation and Address, telephone number, fax number, e-mail address. [1157, 1601, 1492, 1630]
capital-banner: WALK-IN-INTERVIEW [6, 632, 364, 657]
rwss-body: No. 478-O:- The tender invited vide Bid Identification No. serwssctc-03/16-17, Dated 18.08.2016 for the work "Augmentation to Piped Water Supply to Village- Mahakalapada & Mahakalapada Block in the district of Kendrapara" is modified as follows: [583, 399, 1124, 438]
udala-table: SL. No. Name & Registration No. of the Vehicle Make & Model Upset Price Caution money 1 Mahindra Jeep (Diesel) OR-11-A-2131 Mahindra DI (Jeep) 40,000 8,000 [583, 2209, 1121, 2240]
table-row: 3. Estimated Cost : Rs.24.75 to 49.75 lakhs [758, 709, 1033, 721]
ad-code: 34005/11/0008/1617 [1141, 1108, 1228, 1120]
printing-title: DIRECTORATE OF PRINTING:STATIONERY AND PUBLICATION:ODISHA: MADHUPATNA:CUTTACK-753010. [773, 1278, 1111, 1325]
printing-directorate-ad: DIRECTORATE OF PRINTING:STATIONERY AND PUBLICATION:ODISHA: MADHUPATNA:CUTTACK-753010. TENDER NOTICE NO. 04 /SCHEDULE /2016-17 No. 07-J: Sealed tenders in double sealed covers (Technical bid along with E.M.D. in one cover and Price bid in another cover) in prescribed form are invited from bona-fide Manufacturers or their authorized Dealers/Supplier/S.S.I. Unit/Co-operative Societies registered under Societies Act,1861 and keeping with the prevailing rules and regulations including the IPR-2007 & M.S.M.E. Development Policy,2009 of Government of Odisha as per its direction about exclusive list whereby certain categories of items have been placed. If local valid Manufacturers do not come up, such items shall be purchased from the out side state Manufacturers. Schedule-I- Press & Binding Materials, Miscellaneous Articles and Electrical & Mechanical Materials. Schedule-II- Film, Plates & Chemicals etc. Details of tender documents with specification of items can be obtained on any working day during office hour at 11.00 A.M. to 4.00 P.M. from 3.9.2016 to 23.9.2016 from the office of the undersigned on payment of Rs.1,000/-(Rupees one thousand) only + V.A.T. (non-refundable) for each schedule in cash by person only. The tender information can also be obtained by down loading from the Odisha State Government website i.e. www.odisha.gov.nic.in and Odisha Govt. Press website i.e. www.ogpress.nic.in. In such cases the tender is to be submitted along with a Bank Draft Rs.1,050/- (Rupees one thousand fifty) only (non-refundable) for each schedule drawn in favour of Director, Printing, Stationery & Publication, Odisha, Cuttack. The tender documents as required by this office along with samples and Earnest Money Deposits in prescribed manner shall be received upto 2.00 P.M. on 24.9.2016 and the Technical bids will be opened on the same date at 3.00 P.M. in the presence of bidders or one of their representatives on the dates indicated in the instructions to the tenderers. Tender shall be finalised by the Authority. The Authority reserves the right to reject any or all tenders and/or alter/amend the terms and conditions of tender without assigning any reason thereof. Disputes, if any, arises are subject to the Court of Cuttack jurisdiction. 02002/11/0008/1617 Sd/- G.Satpathy, Director Printing, Stationery and Publication, Odisha, Madhupatna,Cuttack-10. [756, 1274, 1128, 1988]
list-item: 2. Name of the Authorized Signatory of the Company who will sign MOU. [1157, 1571, 1492, 1600]
story-col1: ନୂଆଦିଲ୍ଲୀ, ୧୯ (ପି.ଟି.)- ସୂଚନା ଅଧିକାର ଆଇନ (ଆରଟିଆଇ)ରେ ପ୍ରଧାନମନ୍ତ୍ରୀ କାର୍ଯ୍ୟାଳୟକୁ ପ୍ରଶ୍ନ କରାଯାଇଛି। କଳାଟଙ୍କା ଫେରାଇ ଆଣି ପ୍ରତ୍ୟେକ ନାଗରିକଙ୍କ ଖାତାକୁ ୧୫ ଲକ୍ଷ ଟଙ୍କା କେବେ ଜମା ହେବ ବୋଲି ଜଣେ ଆବେଦନକାରୀ ପଚାରିଛନ୍ତି। ନିର୍ବାଚନ ପ୍ରଚାର ବେଳେ ଏହି ପ୍ରତିଶ୍ରୁତି ଦିଆଯାଇଥିଲା ବୋଲି ସେ ଦର୍ଶାଇଛନ୍ତି। [582, 147, 737, 315]
eoi-sign: Sd/- Commissioner-cum-Director of Agriculture & Food Production, Odisha [1225, 2306, 1475, 2330]
table-row: 6 Last date & time for receipt of Bids in the Portal 5PM of dt. 17.09.2016 [12, 1306, 359, 1332]
gajapati-tender-ad: COLLECTORATE,GAJAPATI,PARALAKHEMUNDI (WELFARE SECTION) No.: 1298/2016 Dated: 31.8.16 TENDER FOR SELECTION OF HR SERVICE PROVIDER Sealed tenders/quotations are invited from intending/credible registered recruitment agencies/ service providers for selection of HR Service providers for hiring manpower under ANWESHA an Urban Education Programme for ST/SC Children in Gajapati district being implemented by ST & SC Development Department, Govt. of Odisha. The last date for submission of sealed tenders is 19.09.2016 upto 5.00 P.M. through Speed Post/Registered Post only. The tender papers, terms and conditions, eligibility criteria, scope of work, timelines and other relevant details etc. can be downloaded from our official website: gajapati.nic.in. The sealed tenders/quotations will be opened on 20.09.2016 at 4.00 P.M. in the Office Chamber PA ITDA, Paralakhemundi, Gajapati by the tender committee in presence of quotationer/ service provider for finalization of tender. By Order of Collector, Gajapati Sd/- District Welfare Officer, Gajapati [372, 1432, 742, 1988]
table-row: 3 No. of tender : 2 Nos. [12, 1646, 359, 1662]
ossc-body: Pursuant to this Commission's Advertisement No. 628/OSSC dt 20.02.2016 for the post of Vital Statistics Clerk - 2016 a list of defective applications alongwith grounds has been uploaded in the Commission's website www.ossc.gov.in. The applicants concerned are advised to access to the Commission's website to know the status of their applications. The candidates whose name appear in the defective list indicating no/invisible/invalid photograph and signature may edit their photo & signature through online by using candidates login from 01.09.2016 to 10.09.2016, failing which the applications will be summarily rejected. [763, 1068, 1121, 1205]
tourism-govt: ଓଡ଼ିଶା ସରକାର [510, 526, 566, 538]
ad-code: 25117/11/0004/1617 [582, 617, 669, 629]
eoi-agriculture-ad: EXPRESSION OF INTEREST FOR SELECTION OF HYBRID SEED PRODUCING COMPANIES FOR PARTICIPATION IN INCREASING PRODUCTION AND PRODUCTIVITY OF CROPS UNDER RKVY 2016-17 No.53-L : Expression of Interest (EoI) is invited from Hybrid Seed Producing Companies for participation in the following crop based projects under RKVY during 2016-17. 1. Incentivizing cultivation of released / notified Hybrid Sunfl ower. 2. Incentivizing cultivation of notified / released cultivars of Mustard. The intending Seed producing companies will be required not only to sell the seeds of selected Hybrids / new cultivars directly to the farmers but also provide extension support for implementation of the project & marketing tie up for sale of the produce at MSP. The Seed Companies should submit their Expression of Interest (EoI) separately for each project along with the following documents in a sealed cover to the undersigned with the name of the project written clearly on the top, which should be dropped in the box available at RKVY Cell, office of the Director of Agriculture and Food Production, Odisha, Bhubaneswar during office hours in working days. 1. Name of the Seed Company, Address of Registered Office, Address of Administrative Office with telephone, fax, E-mail address. 2. Name of the Authorized Signatory of the Company who will sign MOU. 3. Name of the Regional Representative with Designation and Address, telephone number, fax number, e-mail address. 4. Number of Technical and para-technical persons to be engaged by the company with location, area of operation. 5. Extension support proposed to be given by the Seed Company. 6. Marketing support to be extended by the Seed Company. 7. Documents of Valid R&D of the Seed Company. 8. Parameters of the crop offered (a) Brand / Popular name (b) Duration (c) Yield /ha. etc. 9. Date of Release / Notification with documentary evidence (copy of Notification in case of Notified Seeds). 10. Trial Reports in Odisha through OUAT and other States if any. 11. MRP and offer price for farmers involved in the project during the year 2016-17. 12. Copy of supply orders received from any other state during 2015-16 & 2016-17, if any. The EoI should reach the undersigned on or before 16.09.2016 within 3.00 PM and the same shall be opened at 4.00 PM on the same day i.e. 16.09.2016 in the office of the undersigned in the presence of the authorized signatories or representatives of the companies who may wish to be present. 01034/11/0028/1617 Sd/- Commissioner-cum-Director of Agriculture & Food Production, Odisha [1135, 1132, 1497, 2332]
headline: ଖାତାକୁ କେବେ ଆସିବ ୧୫ ଲକ୍ଷ [663, 58, 1412, 132]
table-row: 1 Approximate value of the tender Rs. 355.48 lakh Rs. 371.49 lakh [584, 469, 1124, 484]
table-row: 6 Date of opening of technical bid online 01.10.2016 20.10.2016 [584, 570, 1124, 585]
tourism-ref: T-TSP-II-C-01/2016 [11, 95, 104, 108]
eoi-crop-list [1157, 1316, 1492, 1361]
photo-caption: ଆରଟିଆଇରେ ମୋଦିଙ୍କୁ ପ୍ରଶ୍ନ [1144, 153, 1334, 198]
table-row: 4. Period of Completion : 04(Four Calendar months) [758, 723, 1045, 735]
tourism-banner: ବିଜ୍ଞାପନ [206, 112, 370, 134]
nayagarh-table: Procurement Officer Bid Identification No. Availability of Tender on-line for bidding From To Technical Bid Opening Financial Bid Opening 1 2 3 4 5 6 Executive Engineer, Rural Works Division, Nayagarh No.-Tender – Online – Divn. NAYAGARH – 04/2016-17 12.09.2016 at 11.00 A.M. 22.09.2016 up to 5.00 P.M. 27.09.2016 at 11.00 A.M. 02.10.2016 at 11.00 A.M. [11, 2136, 563, 2231]
capital-title: CAPITAL HOSPITAL, BHUBANESWAR [31, 658, 339, 678]
modi-photo [1135, 146, 1357, 338]
table-row: ୨ ଭଦ୍ରକ ଆସନ କେଉଁଝର, ମୟୂରଭଞ୍ଜ, ବାଲେଶ୍ୱର, ସମ୍ବଲପୁର, ଦେବଗଡ଼, ସୁନ୍ଦରଗଡ଼ ଭୁବନେଶ୍ୱର-ଶିରିଡ଼ି-ଭୁବନେଶ୍ୱର ୦୮ ସେପ୍ଟେମ୍ବର ୨୦୧୬ [12, 281, 565, 308]
printing-sign: Sd/- G.Satpathy, Director Printing, Stationery and Publication, Odisha, Madhupatna,Cuttack-10. [848, 1960, 1071, 1984]
phulbani-sign: Sd/- Er.K.C.Chaudhury Superintending Engineer, Phulbani (R&B) Circle, Phulbani [96, 1960, 359, 1984]
list-item: 1. Incentivizing cultivation of released / notified Hybrid Sunfl ower. [1157, 1316, 1492, 1331]
angul-sign: Sd./- D.S.W.O., Angul [1384, 658, 1490, 671]
eoi-title: EXPRESSION OF INTEREST [1141, 1201, 1491, 1231]
table-row: 3 Estimated Cost As mentioned in the DTCN [12, 1251, 359, 1266]
table-row: 1 The Superintending Engineer, Phulbani (R& B) Circle, Phulbani on behalf of Governor of Odisha invites percentage rate bid in double cover system in ONLINE MODE for construction of Road & Bridge works detailed below in the table from eligible contractors. [12, 1560, 359, 1617]
tourism-title: ଓଡ଼ିଶା ସରକାର, ପର୍ଯ୍ୟଟନ ବିଭାଗ [10, 48, 345, 78]
sbpr-title: Government of Odisha "e" procurement Notice [782, 634, 1094, 650]
masthead [0, 0, 1500, 41]
capital-table: Sl. No Name of the Post No. of post Minimum Qualification Consolidated remuneration per month Age limit 1 ICU Doctor 02 MBBS with 3 months in-tensive ICU training from a Govt.recognised institutions having two years of experience in ICU in reputed Hospital. M.D. in General Medicine/Pulmology/Anaesthesiology with 3 months intensive ICU training from a Govt. recognized institutions having one year of experience in ICU in reputed Hospital. Rs.40,000/- and ICU allowance Rs.10,000/- Rs.45,000/- and ICU allowance Rs.15,000/- Up to 68 years. [11, 727, 359, 885]
ad-code: 01034/11/0028/1617 [1139, 2306, 1226, 2318]
nayagarh-sign: Executive Engineer, Rural Works Divn.Nayagarh [346, 2314, 564, 2326]
nayagarh-title: e-Procurement Notice [188, 2011, 386, 2033]
tourism-body: No. 17-R:- ରାଜ୍ୟ ସରକାରଙ୍କ ବରିଷ୍ଠ ନାଗରିକ ତୀର୍ଥଯାତ୍ରା ଯୋଜନା ଅଧୀନରେ ତୀର୍ଥଯାତ୍ରା କରିବାକୁ ଇଚ୍ଛୁକ ୬୦ ବର୍ଷ ବା ତଦୁର୍ଦ୍ଧ୍ୱ ବୟସର ବରିଷ୍ଠ ନାଗରିକଙ୍କଠାରୁ ଆବେଦନ ଆହ୍ୱାନ କରାଯାଉଛି। ଆଗ୍ରହୀ ବ୍ୟକ୍ତିମାନେ ନିର୍ଦ୍ଧାରିତ ଫର୍ମରେ ଜିଲ୍ଲା ପର୍ଯ୍ୟଟନ ଅଧିକାରୀଙ୍କ କାର୍ଯ୍ୟାଳୟରେ ଆବେଦନ କରିପାରିବେ। ଅଧିକ ବିବରଣୀ ପାଇଁ ୱେବସାଇଟ ଦେଖନ୍ତୁ। [11, 181, 565, 222]
list-item: 1. Name of the Seed Company, Address of Registered Office, Address of Administrative Office with telephone, fax, E-mail address. [1157, 1526, 1492, 1570]
list-item: 11. MRP and offer price for farmers involved in the project during the year 2016-17. [1157, 1799, 1492, 1828]
gajapati-title: COLLECTORATE,GAJAPATI,PARALAKHEMUNDI [378, 1437, 748, 1454]
table-row: 6. Date and time of opening of Tender : 28.09.2016 at 11.00AM [758, 776, 1031, 800]
rnb-central-body: No. 3917 (Estg.) Bhubaneswar the 29th August 2016. No. 465-B:- The Superintending Engineer, Central Circle (R&B) Bhubaneswar on behalf of the Governor of Odisha invites percentage rate bid for Two Nos. road works and one no. composite building work to be received in online bidding double cover system as detailed in https://tendersorissa.gov.in. The details of bid documents will be available in the above website from 11.00hours of 08.09.2016 to 17.00hours of 22.09.2016. The bidders must possess compactable Digital Signature Certificate of Class-II or III. Bids received online shall be opened at 11.00hours of 27.09.2016 in the Office of the Superintending Engineer, Central Circle (R&B) Bhubaneswar. Further details can be seen from the e-Procurement portal www.tendersorissa.gov.in. Addendum / Corrigendum if required will be available only in the website. [1142, 810, 1490, 1004]
tourism-date: ତାରିଖ: ୦୧.୦୯.୧୬ [489, 80, 565, 93]
odisha-emblem-icon [1285, 1132, 1349, 1196]
rnb-central-circle-ad: GOVERNMENT OF ODISHA OFFICE OF THE SUPERINTENDING ENGINEER CENTRAL CIRCLE (R&B) NIRMAN SOUDHA, PHASE-II, 2ND FLOOR, BHUBANESWAR Mail ID: seccbbsr@gmail.com E-Procurement Tender Call Notice No. 7 of 2016-17 No. 3917 (Estg.) Bhubaneswar the 29th August 2016. No. 465-B:- The Superintending Engineer, Central Circle (R&B) Bhubaneswar on behalf of the Governor of Odisha invites percentage rate bid for Two Nos. road works and one no. composite building work to be received in online bidding double cover system as detailed in https://tendersorissa.gov.in. The details of bid documents will be available in the above website from 11.00hours of 08.09.2016 to 17.00hours of 22.09.2016. The bidders must possess compactable Digital Signature Certificate of Class-II or III. Bids received online shall be opened at 11.00hours of 27.09.2016 in the Office of the Superintending Engineer, Central Circle (R&B) Bhubaneswar. Further details can be seen from the e-Procurement portal www.tendersorissa.gov.in. Addendum / Corrigendum if required will be available only in the website. Sd./- R.K. Sahu, Superintending Engineer Central Circle (R&B) Bhubaneswar 34005/11/0008/1617 [1135, 704, 1497, 1124]
angul-advertisement: ADVERTISEMENT No.: 1535/SW Dt.23.08.2016 Sealed tenders are invited from Regd. Transport Contractors/Transporting Agent having valid agent licence for appointment of Dist. Transporting agent for undertaking transportation of foodstuff from FCI Depot to AWC/WSHGs point under SNP in Angul District for 2016-17. Intending Transport Contractors/Agents may download T&C from website: www.angul.nic.in and submit their quotation latest by 1 P.M. of 08.09.2016. Sd./- D.S.W.O., Angul [1135, 490, 1497, 698]
tourism-no: ସଂଖ୍ୟା- 8593 [11, 80, 70, 93]
list-item: 2. Incentivizing cultivation of notified / released cultivars of Mustard. [1157, 1332, 1492, 1361]
udala-body: No : 22-i: Sealed Tenders are hereby invited for disposal of Office Jeep bearing No. OR-11-A-2131 by sealed price bids on "as is where is basis". The tenders will be received up to 3 PM on 05.10.2016 at the office of the undersigned which will be opened on the same day at 3.30 P.M in the presence of the Tenderers or their representatives / authorised agents. The Tenders received after due date and time will not be taken into consideration and the undersigned reserves the rights to cancel/reject any or all the Tenders without any prior notice of assigning any reason thereof. The intending bidders shall deposit the required caution money of Rs. 8000/- (Rupees eight thousand) only in shape of cash and the money receipt should be annexed with the Tender. The intending Tenderers shall inspect the Jeep lying in Office garage during office hour from 10.00 A.M. to 5.00 P.M. The highest Tender shall deposit 25% of the upset price of the vehicle i.e. on Rs. 40,000/-(Rupees Forty thousand ) only within 24 hours and shall deposit full bid amount within 7(Seven) days positively. Failure to deposit the required amount as stipulated shall be liable rejection and the next one shall be accepted. [583, 2063, 1121, 2205]
ad-code: 10078/11/0006/1617 [10, 1009, 97, 1021]
